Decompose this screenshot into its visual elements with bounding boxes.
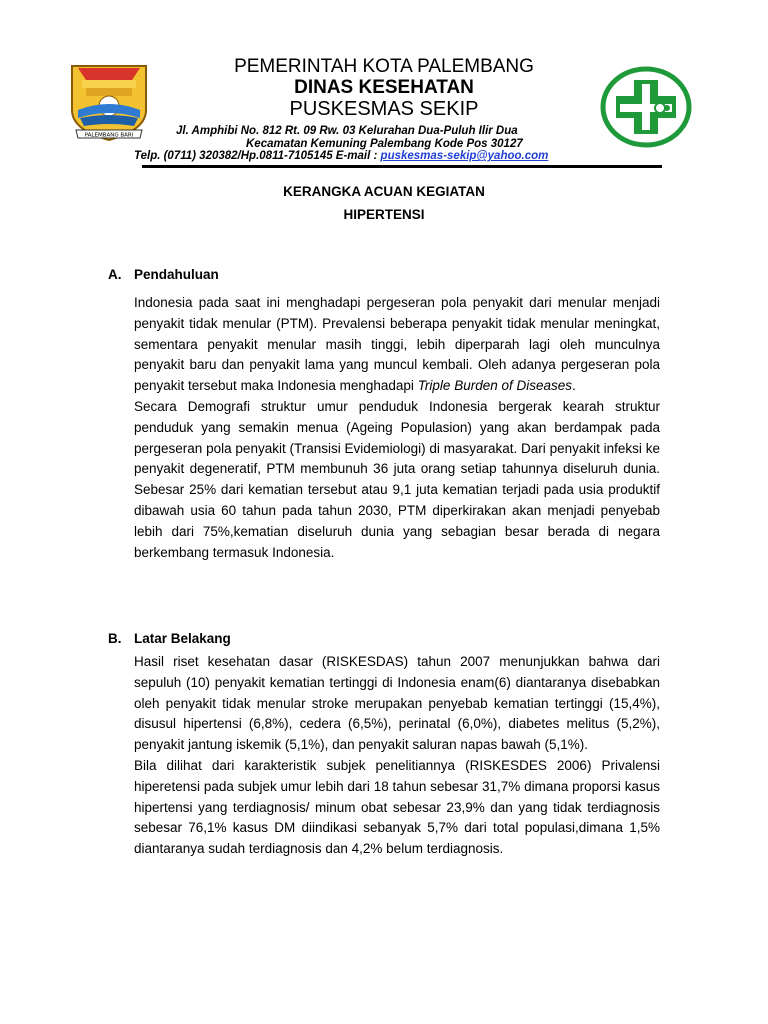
- section-b-heading: [108, 631, 231, 646]
- section-a-body: [134, 293, 660, 563]
- document-title: KERANGKA ACUAN KEGIATAN: [283, 184, 485, 199]
- contact-line: [134, 149, 548, 163]
- section-b-body: [134, 652, 660, 860]
- letterhead-agency: DINAS KESEHATAN: [294, 77, 474, 98]
- document-subtitle: HIPERTENSI: [343, 207, 425, 222]
- letterhead-puskesmas: PUSKESMAS SEKIP: [289, 98, 479, 120]
- section-b-paragraph-2: Bila dilihat dari karakteristik subjek penelitiannya (RISKESDES 2006) Privalensi hiperetensi pada subjek umur lebih dari 18 tahun sebesar 31,7% dimana proporsi kasus hipertensi yang terdiagnosis/ minum obat sebesar 23,9% dan yang tidak terdiagnosis sebesar 76,1% kasus DM diindikasi sebanyak 5,7% dari total populasi,dimana 1,5% diantaranya sudah terdiagnosis dan 4,2% belum terdiagnosis.: [134, 757, 660, 857]
- emblem-motto: PALEMBANG BARI: [84, 132, 134, 139]
- section-a-letter: A.: [108, 267, 122, 282]
- section-a-paragraph-1: Indonesia pada saat ini menghadapi pergeseran pola penyakit dari menular menjadi penyakit tidak menular (PTM). Prevalensi beberapa penyakit tidak menular meningkat, sementara penyakit menular masih tinggi, lebih diperparah lagi oleh munculnya penyakit baru dan penyakit lama yang muncul kembali. Oleh adanya pergeseran pola penyakit tersebut maka Indonesia menghadapi Triple Burden of Diseases.: [134, 295, 660, 394]
- section-a-heading: [108, 267, 219, 282]
- letterhead-divider: [142, 165, 662, 168]
- address-line-1: Jl. Amphibi No. 812 Rt. 09 Rw. 03 Kelurahan Dua-Puluh Ilir Dua: [176, 125, 518, 137]
- section-b-title: Latar Belakang: [134, 631, 231, 646]
- section-a-paragraph-2: Secara Demografi struktur umur penduduk Indonesia bergerak kearah struktur penduduk yang semakin menua (Ageing Populasion) yang akan berdampak pada pergeseran pola penyakit (Transisi Evidemiologi) di masyarakat. Dari penyakit infeksi ke penyakit degeneratif, PTM membunuh 36 juta orang setiap tahunnya diseluruh dunia. Sebesar 25% dari kematian tersebut atau 9,1 juta kematian terjadi pada usia produktif dibawah usia 60 tahun pada tahun 2030, PTM diperkirakan akan menjadi penyebab lebih dari 75%,kematian diseluruh dunia yang sebagian besar berada di negara berkembang termasuk Indonesia.: [134, 398, 660, 560]
- contact-phone: Telp. (0711) 320382/Hp.0811-7105145 E-mail :: [134, 150, 381, 162]
- address-line-2: Kecamatan Kemuning Palembang Kode Pos 30127: [246, 138, 523, 150]
- section-b-letter: B.: [108, 631, 122, 646]
- email-link[interactable]: puskesmas-sekip@yahoo.com: [380, 150, 549, 162]
- triple-burden-term: Triple Burden of Diseases: [417, 378, 573, 394]
- letterhead-government: PEMERINTAH KOTA PALEMBANG: [234, 56, 534, 77]
- section-a-title: Pendahuluan: [134, 267, 219, 282]
- section-b-paragraph-1: Hasil riset kesehatan dasar (RISKESDAS) tahun 2007 menunjukkan bahwa dari sepuluh (10) penyakit kematian tertinggi di Indonesia enam(6) diantaranya disebabkan oleh penyakit tidak menular stroke merupakan penyebab kematian tertinggi (15,4%), disusul hipertensi (6,8%), cedera (6,5%), perinatal (6,0%), diabetes melitus (5,2%), penyakit jantung iskemik (5,1%), dan penyakit saluran napas bawah (5,1%).: [134, 654, 660, 753]
